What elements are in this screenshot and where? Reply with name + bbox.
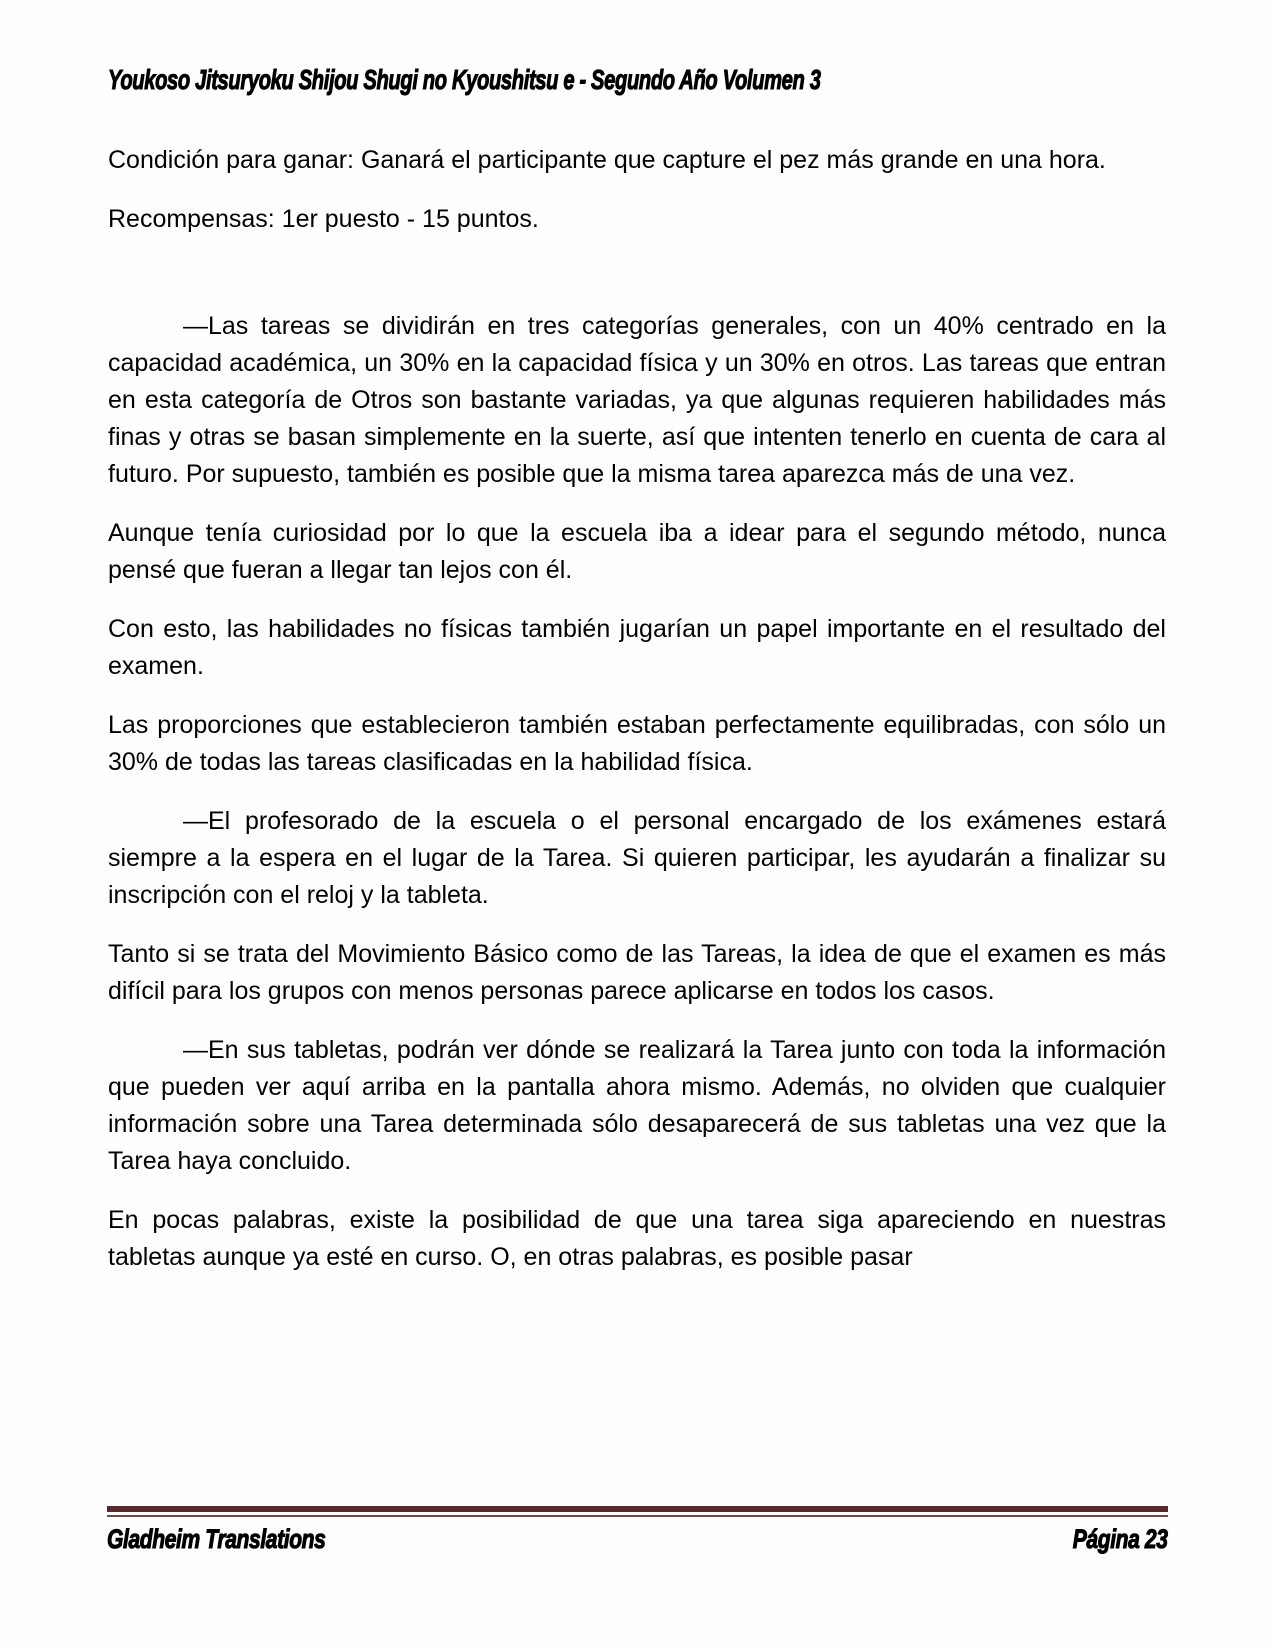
paragraph-dialog-staff: —El profesorado de la escuela o el personal encargado de los exámenes estará siempre a la espera en el lugar de la Tarea. Si quieren participar, les ayudarán a finalizar su inscripción con el reloj y la tableta. (108, 807, 1166, 909)
paragraph-narration-curiosity: Aunque tenía curiosidad por lo que la escuela iba a idear para el segundo método, nunca pensé que fueran a llegar tan lejos con él. (108, 519, 1166, 584)
paragraph-dialog-tablets: —En sus tabletas, podrán ver dónde se realizará la Tarea junto con toda la información que pueden ver aquí arriba en la pantalla ahora mismo. Además, no olviden que cualquier información sobre una Tarea determinada sólo desaparecerá de sus tabletas una vez que la Tarea haya concluido. (108, 1036, 1166, 1175)
paragraph-narration-possibility: En pocas palabras, existe la posibilidad de que una tarea siga apareciendo en nuestras tabletas aunque ya esté en curso. O, en otras palabras, es posible pasar (108, 1206, 1166, 1271)
footer-divider-thick (107, 1506, 1168, 1512)
paragraph-narration-skills: Con esto, las habilidades no físicas también jugarían un papel importante en el resultado del examen. (108, 615, 1166, 680)
paragraph-rewards: Recompensas: 1er puesto - 15 puntos. (108, 205, 539, 233)
paragraph-dialog-task-categories: —Las tareas se dividirán en tres categorías generales, con un 40% centrado en la capacidad académica, un 30% en la capacidad física y un 30% en otros. Las tareas que entran en esta categoría de Otros son bastante variadas, ya que algunas requieren habilidades más finas y otras se basan simplemente en la suerte, así que intenten tenerlo en cuenta de cara al futuro. Por supuesto, también es posible que la misma tarea aparezca más de una vez. (108, 312, 1166, 488)
page-header (108, 64, 1166, 104)
footer-divider-thin (107, 1515, 1168, 1517)
page-header-title: Youkoso Jitsuryoku Shijou Shugi no Kyoushitsu e - Segundo Año Volumen 3 (108, 64, 821, 95)
paragraph-narration-difficulty: Tanto si se trata del Movimiento Básico como de las Tareas, la idea de que el examen es más difícil para los grupos con menos personas parece aplicarse en todos los casos. (108, 940, 1166, 1005)
blank-line-spacer (108, 260, 1166, 308)
paragraph-narration-proportions: Las proporciones que establecieron también estaban perfectamente equilibradas, con sólo un 30% de todas las tareas clasificadas en la habilidad física. (108, 711, 1166, 776)
footer-translator-name: Gladheim Translations (107, 1524, 326, 1554)
paragraph-win-condition: Condición para ganar: Ganará el participante que capture el pez más grande en una hora. (108, 146, 1106, 174)
document-body (108, 142, 1166, 1276)
page-footer (107, 1506, 1168, 1555)
footer-page-number: Página 23 (1073, 1524, 1168, 1554)
